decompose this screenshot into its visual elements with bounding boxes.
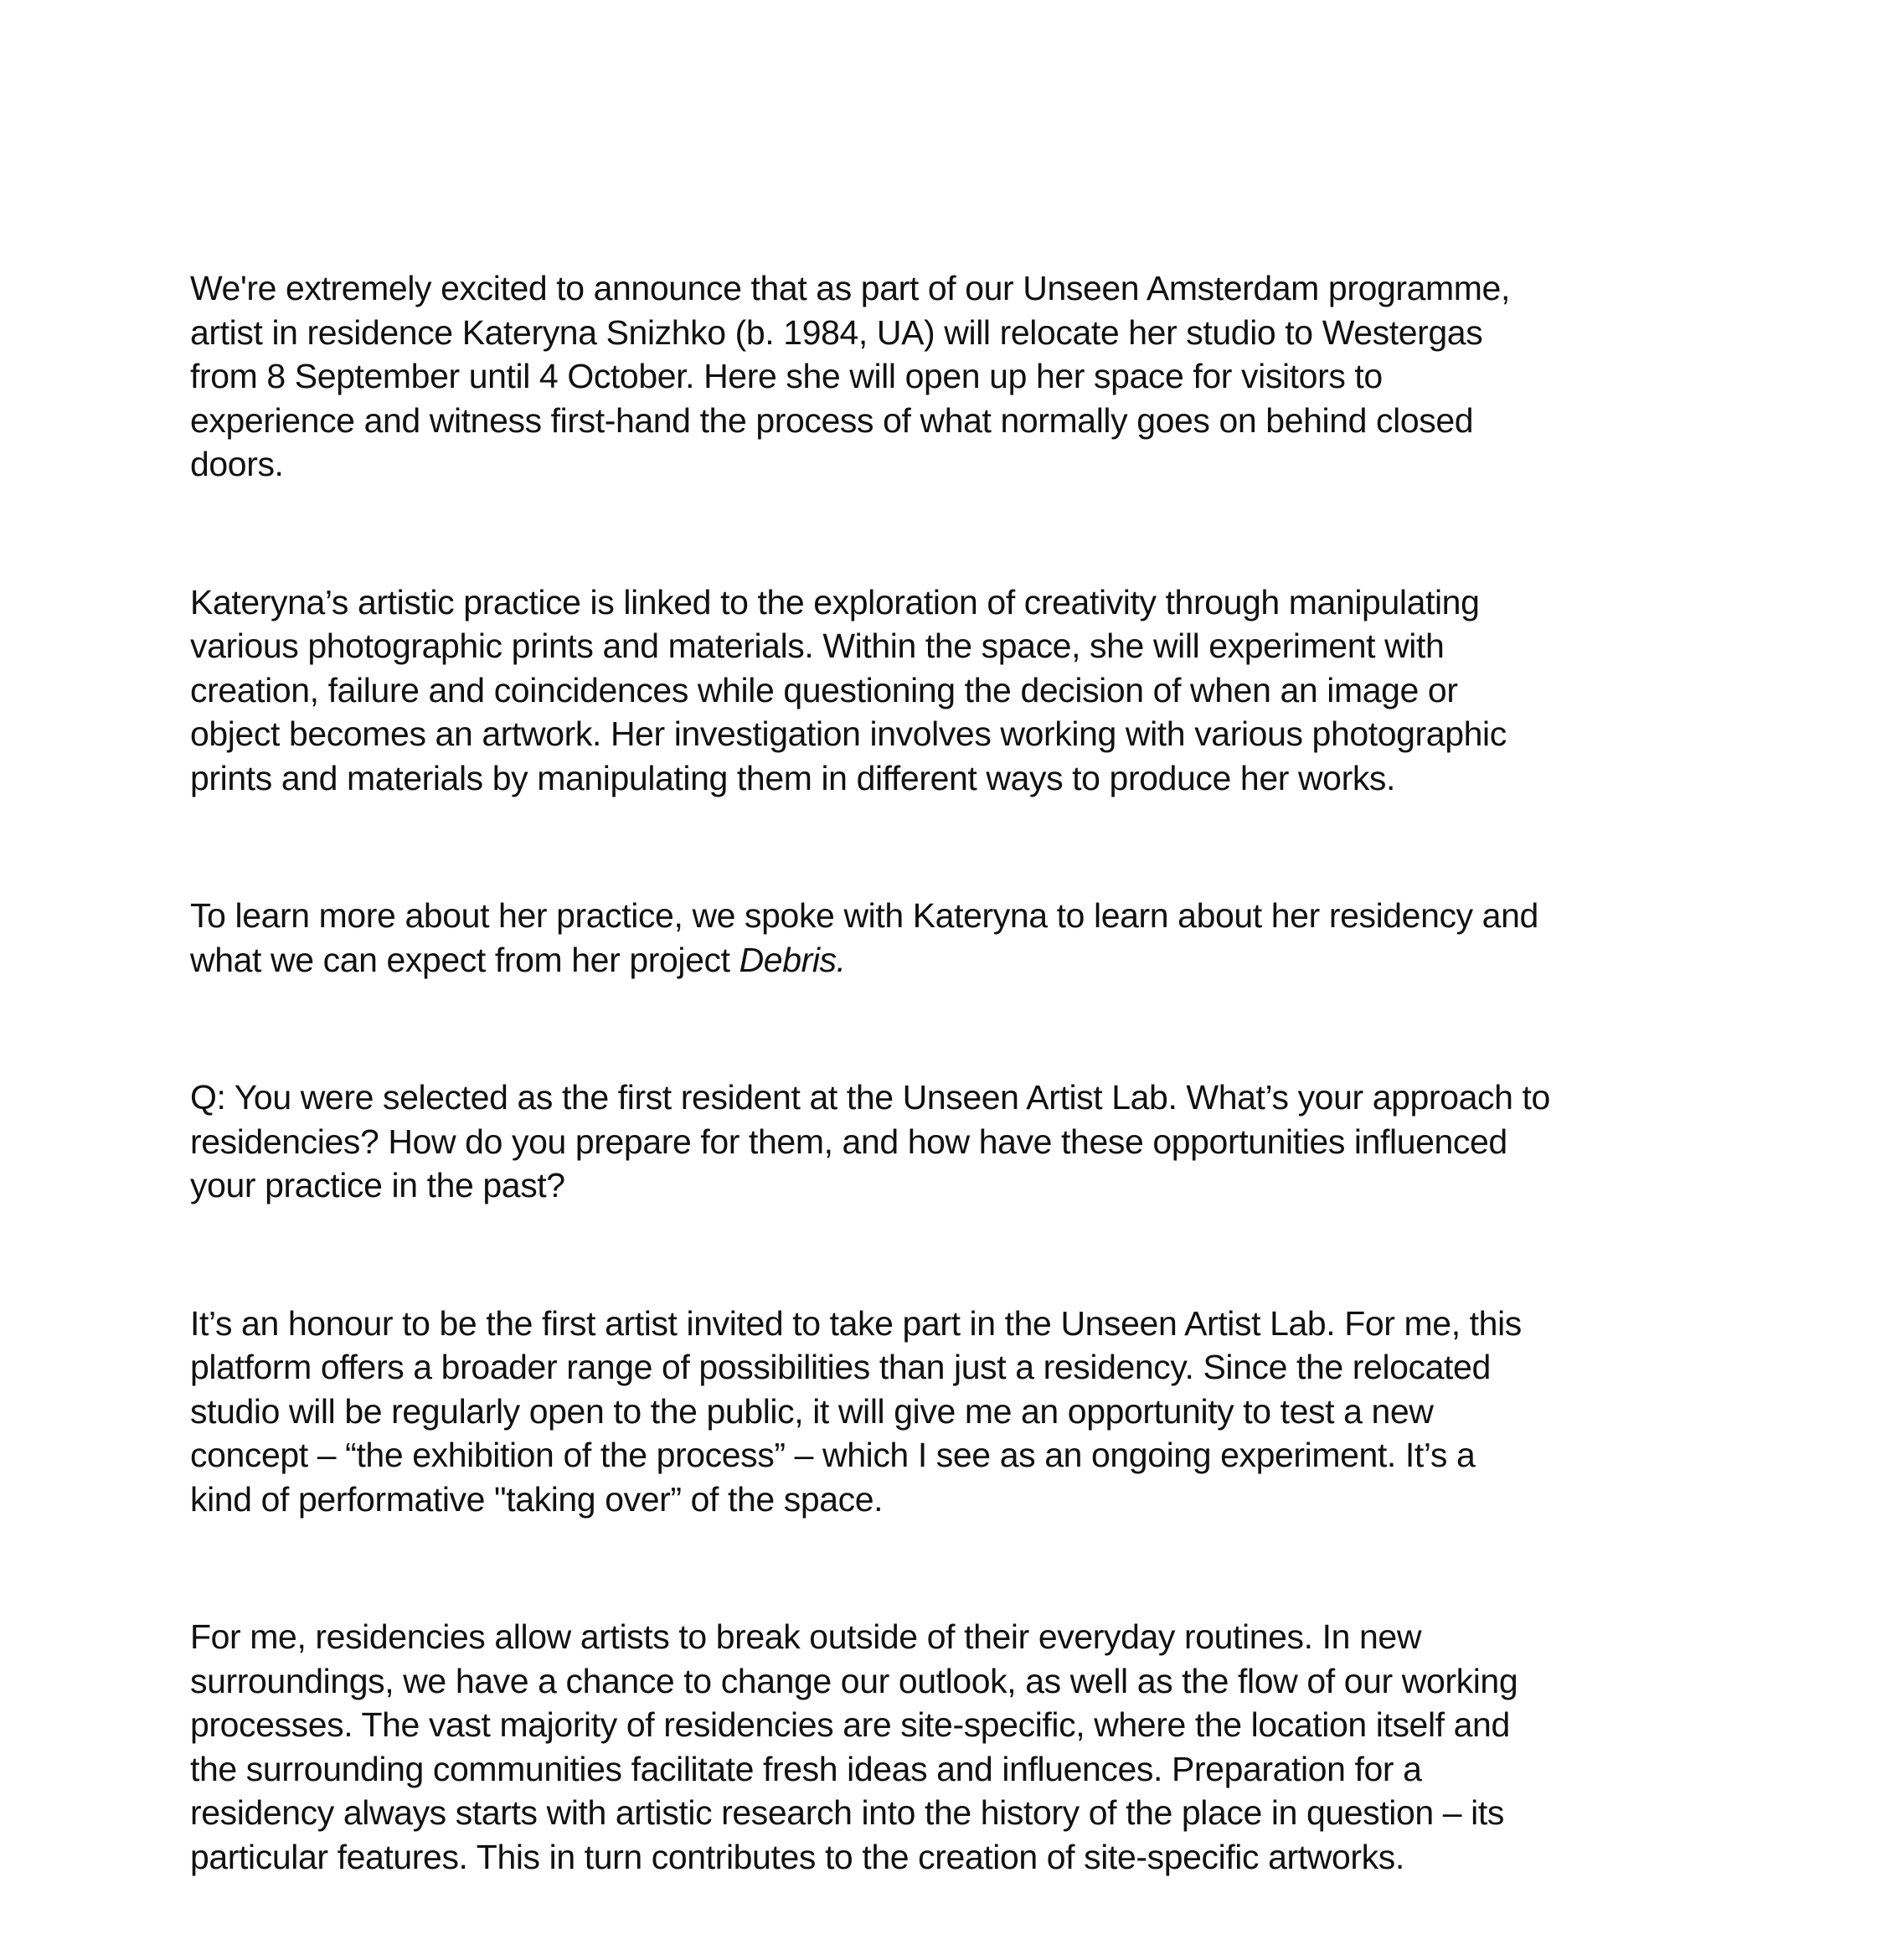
text-line: prints and materials by manipulating them in different ways to produce her works. xyxy=(190,758,1396,797)
text-line: particular features. This in turn contributes to the creation of site-specific artworks. xyxy=(190,1837,1404,1876)
project-title: Debris. xyxy=(739,940,846,979)
answer-paragraph-2 xyxy=(190,1615,1727,1879)
text-line: residencies? How do you prepare for them, and how have these opportunities influenced xyxy=(190,1122,1507,1161)
text-line: To learn more about her practice, we spoke with Kateryna to learn about her residency and xyxy=(190,896,1538,935)
text-line: your practice in the past? xyxy=(190,1166,565,1204)
text-line: platform offers a broader range of possibilities than just a residency. Since the relocated xyxy=(190,1348,1491,1386)
text-line: For me, residencies allow artists to break outside of their everyday routines. In new xyxy=(190,1617,1422,1656)
text-line: Q: You were selected as the first resident at the Unseen Artist Lab. What’s your approach to xyxy=(190,1078,1550,1117)
text-line: from 8 September until 4 October. Here she will open up her space for visitors to xyxy=(190,357,1383,395)
intro-paragraph xyxy=(190,266,1727,487)
text-line: studio will be regularly open to the public, it will give me an opportunity to test a new xyxy=(190,1391,1434,1431)
article-body xyxy=(190,266,1727,1879)
text-line xyxy=(190,938,1727,983)
text-segment: what we can expect from her project xyxy=(190,940,739,979)
text-line: kind of performative "taking over” of the space. xyxy=(190,1479,884,1519)
practice-paragraph xyxy=(190,580,1727,801)
text-line: We're extremely excited to announce that as part of our Unseen Amsterdam programme, xyxy=(190,269,1510,307)
text-line: experience and witness first-hand the process of what normally goes on behind closed xyxy=(190,400,1474,440)
text-line: processes. The vast majority of residencies are site-specific, where the location itself and xyxy=(190,1705,1510,1744)
text-line: creation, failure and coincidences while questioning the decision of when an image or xyxy=(190,670,1458,709)
interview-intro-paragraph xyxy=(190,894,1727,982)
text-line: the surrounding communities facilitate fresh ideas and influences. Preparation for a xyxy=(190,1749,1422,1788)
question-paragraph xyxy=(190,1075,1727,1208)
text-line: residency always starts with artistic research into the history of the place in question – its xyxy=(190,1793,1504,1832)
text-line: object becomes an artwork. Her investigation involves working with various photographic xyxy=(190,714,1507,753)
answer-paragraph-1 xyxy=(190,1302,1727,1522)
text-line: It’s an honour to be the first artist invited to take part in the Unseen Artist Lab. For me, this xyxy=(190,1303,1522,1343)
text-line: concept – “the exhibition of the process” – which I see as an ongoing experiment. It’s a xyxy=(190,1436,1476,1474)
text-line: various photographic prints and materials. Within the space, she will experiment with xyxy=(190,627,1445,665)
text-line: surroundings, we have a chance to change our outlook, as well as the flow of our working xyxy=(190,1661,1518,1700)
text-line: Kateryna’s artistic practice is linked to the exploration of creativity through manipulating xyxy=(190,582,1480,622)
text-line: artist in residence Kateryna Snizhko (b. 1984, UA) will relocate her studio to Westergas xyxy=(190,312,1483,352)
text-line: doors. xyxy=(190,445,284,483)
